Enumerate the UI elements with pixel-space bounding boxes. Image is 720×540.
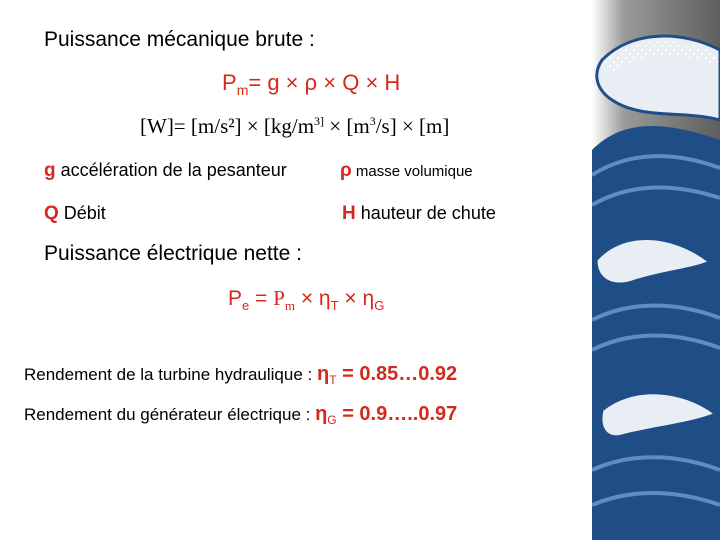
japanese-wave-image [592,0,720,540]
mechanical-power-title: Puissance mécanique brute : [44,28,315,51]
turbine-label: Rendement de la turbine hydraulique : [24,365,317,384]
text-rho: masse volumique [351,163,473,180]
generator-value: = 0.9…..0.97 [336,403,458,425]
formula2-g-sub: G [374,298,385,313]
units-part1: [W]= [m/s²] × [kg/m [140,114,315,138]
text-q: Débit [58,203,106,223]
electrical-power-formula [228,286,384,314]
formula-eq: = g × ρ × Q × H [248,70,401,95]
units-line [140,114,449,139]
definition-g [44,160,287,182]
units-part2: × [m [324,114,370,138]
units-part3: /s] × [m] [375,114,450,138]
formula-p-sub: m [236,82,249,98]
symbol-rho: ρ [340,160,352,181]
units-exp2: 3 [369,114,376,128]
text-h: hauteur de chute [355,203,496,223]
generator-eta: η [315,403,328,425]
turbine-value: = 0.85…0.92 [336,363,458,385]
definition-rho [340,160,473,182]
units-exp1: 3] [314,114,325,128]
symbol-q: Q [44,203,59,224]
formula2-pm-sub: m [284,298,295,313]
generator-sub: G [327,413,337,427]
formula2-times1: × η [295,287,331,310]
formula2-pm: P [273,286,285,310]
generator-label: Rendement du générateur électrique : [24,405,316,424]
definition-q [44,203,106,225]
turbine-efficiency [24,363,457,387]
generator-efficiency [24,403,457,427]
symbol-h: H [342,203,356,224]
formula2-times2: × η [338,287,375,310]
symbol-g: g [44,160,56,181]
definition-h [342,203,496,225]
turbine-sub: T [329,373,337,387]
text-g: accélération de la pesanteur [55,160,287,180]
mechanical-power-formula [222,70,400,98]
formula-p: P [222,70,237,95]
formula2-t-sub: T [330,298,339,313]
formula2-p-sub: e [242,298,250,313]
turbine-eta: η [316,363,330,385]
electrical-power-title: Puissance électrique nette : [44,242,302,265]
formula2-p: P [228,287,243,310]
formula2-eq: = [249,287,274,310]
